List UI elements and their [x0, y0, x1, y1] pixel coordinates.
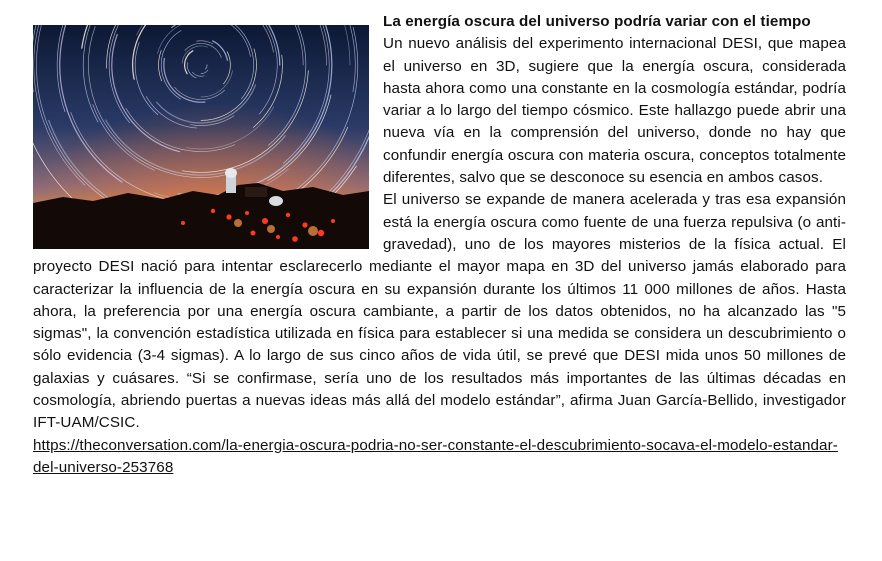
article [33, 11, 846, 479]
star-trails-image [33, 25, 369, 249]
star-trails-photo [33, 25, 369, 249]
article-title: La energía oscura del universo podría variar con el tiempo [383, 13, 811, 30]
article-paragraph-1: Un nuevo análisis del experimento internacional DESI, que mapea el universo en 3D, sugiere que la energía oscura, considerada hasta ahora como una constante en la cosmología estándar, podría variar a lo largo del tiempo cósmico. Este hallazgo puede abrir una nueva vía en la comprensión del universo, donde no hay que confundir energía oscura con materia oscura, conceptos totalmente diferentes, salvo que se desconoce su esencia en ambos casos. [383, 35, 846, 187]
article-paragraph-2: El universo se expande de manera acelerada y tras esa expansión está la energía oscura como fuente de una fuerza repulsiva (o anti-gravedad), uno de los mayores misterios de la física actual. El proyecto DESI nació para intentar esclarecerlo mediante el mayor mapa en 3D del universo jamás elaborado para caracterizar la influencia de la energía oscura en su expansión durante los últimos 11 000 millones de años. Hasta ahora, la preferencia por una energía oscura cambiante, a partir de los datos obtenidos, no ha alcanzado las "5 sigmas", la convención estadística utilizada en física para establecer si una medida se considera un descubrimiento o sólo evidencia (3-4 sigmas). A lo largo de sus cinco años de vida útil, se prevé que DESI mida unos 50 millones de galaxias y cuásares. “Si se confirmase, sería uno de los resultados más importantes de las últimas décadas en cosmología, abriendo puertas a nuevas ideas más allá del modelo estándar”, afirma Juan García-Bellido, investigador IFT-UAM/CSIC. [33, 191, 846, 432]
source-link[interactable]: https://theconversation.com/la-energia-oscura-podria-no-ser-constante-el-descubrimiento-socava-el-modelo-estandar-del-universo-253768 [33, 436, 838, 476]
